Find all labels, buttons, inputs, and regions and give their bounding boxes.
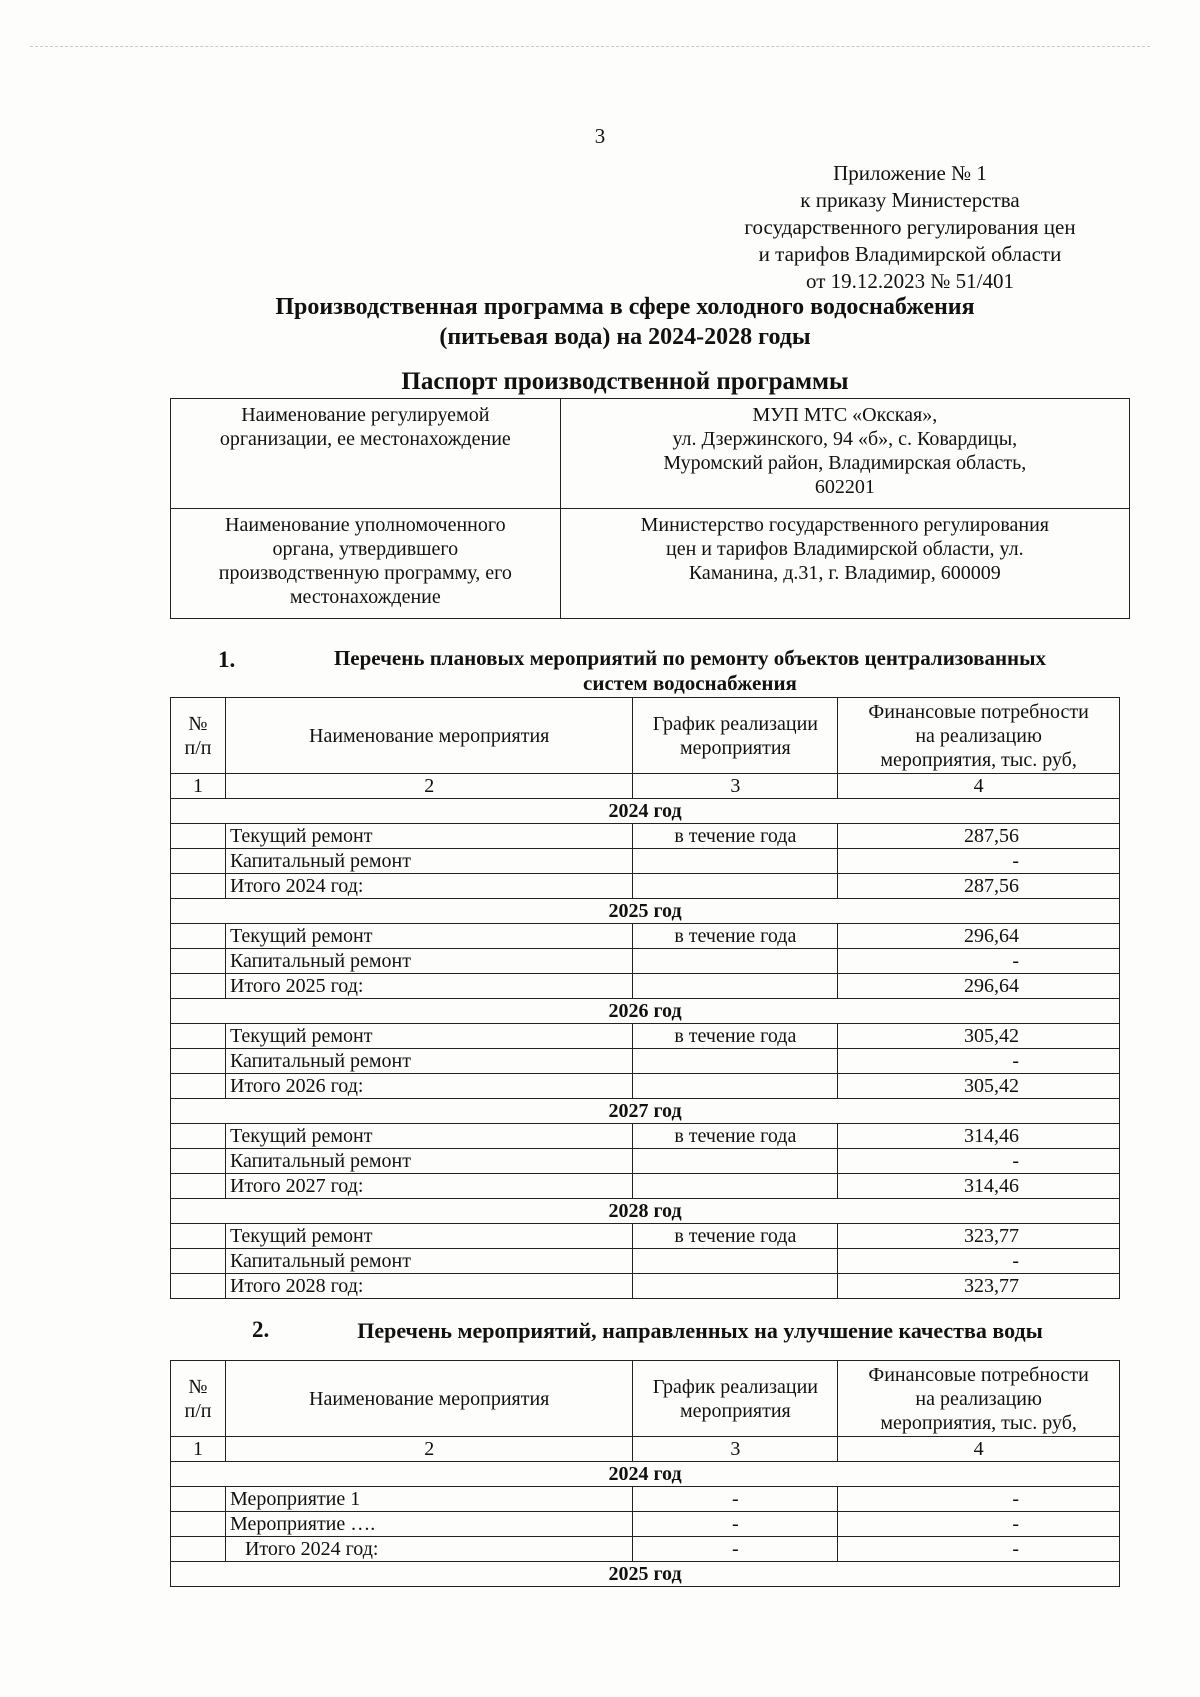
- row-schedule: [633, 1074, 838, 1099]
- row-num: [171, 924, 226, 949]
- row-value: 296,64: [838, 974, 1120, 999]
- row-value: -: [838, 1249, 1120, 1274]
- title-line: (питьевая вода) на 2024-2028 годы: [439, 324, 811, 350]
- table-row: [171, 1224, 1120, 1249]
- section-2-number: 2.: [252, 1317, 270, 1342]
- year-row: [171, 1562, 1120, 1587]
- row-schedule: в течение года: [633, 1224, 838, 1249]
- section-2-title: [300, 1318, 1100, 1343]
- year-label: 2027 год: [171, 1099, 1120, 1124]
- row-name: Итого 2027 год:: [225, 1174, 633, 1199]
- document-title: [175, 292, 1075, 352]
- passport-label-line: производственную программу, его: [218, 562, 512, 584]
- row-num: [171, 1274, 226, 1299]
- scan-artifact-line: [30, 46, 1150, 47]
- column-number: 3: [633, 774, 838, 799]
- header-name: Наименование мероприятия: [225, 698, 633, 774]
- header-line: мероприятия, тыс. руб,: [880, 1411, 1077, 1434]
- section-title-line: Перечень плановых мероприятий по ремонту объектов централизованных: [333, 646, 1047, 670]
- table-row: [171, 1024, 1120, 1049]
- title-line: Производственная программа в сфере холодного водоснабжения: [275, 294, 975, 320]
- column-number-row: [171, 1437, 1120, 1462]
- passport-value-line: МУП МТС «Окская»,: [752, 404, 938, 426]
- column-number: 4: [838, 774, 1120, 799]
- passport-value-line: 602201: [814, 476, 875, 498]
- header-line: График реализации: [652, 1375, 819, 1398]
- row-name: Итого 2024 год:: [225, 1537, 633, 1562]
- row-num: [171, 1124, 226, 1149]
- row-value: 287,56: [838, 824, 1120, 849]
- table-row: [171, 1487, 1120, 1512]
- row-name: Капитальный ремонт: [225, 1249, 633, 1274]
- year-row: [171, 799, 1120, 824]
- row-num: [171, 849, 226, 874]
- section-title-line: систем водоснабжения: [583, 671, 797, 695]
- table-row: [171, 1149, 1120, 1174]
- row-num: [171, 1249, 226, 1274]
- row-schedule: [633, 1174, 838, 1199]
- passport-label: [171, 509, 561, 619]
- row-schedule: -: [633, 1487, 838, 1512]
- header-finance: [838, 698, 1120, 774]
- table-row: [171, 1049, 1120, 1074]
- appendix-line: Приложение № 1: [833, 161, 987, 185]
- water-quality-plan-table: [170, 1360, 1120, 1587]
- passport-row: [171, 399, 1130, 509]
- year-row: [171, 1199, 1120, 1224]
- table-row: [171, 849, 1120, 874]
- row-name: Капитальный ремонт: [225, 949, 633, 974]
- header-line: на реализацию: [915, 724, 1042, 747]
- passport-value: [560, 509, 1129, 619]
- header-finance: [838, 1361, 1120, 1437]
- table-row: [171, 824, 1120, 849]
- row-value: -: [838, 1049, 1120, 1074]
- passport-title: Паспорт производственной программы: [401, 368, 849, 395]
- row-num: [171, 874, 226, 899]
- passport-label-line: органа, утвердившего: [272, 538, 459, 560]
- header-line: График реализации: [652, 712, 818, 735]
- repair-plan-table: [170, 697, 1120, 1299]
- table-row: [171, 1512, 1120, 1537]
- header-line: на реализацию: [915, 1387, 1042, 1410]
- row-schedule: [633, 974, 838, 999]
- passport-value-line: ул. Дзержинского, 94 «б», с. Ковардицы,: [672, 428, 1018, 450]
- row-name: Текущий ремонт: [225, 924, 633, 949]
- row-num: [171, 1149, 226, 1174]
- passport-value: [560, 399, 1129, 509]
- row-num: [171, 1174, 226, 1199]
- row-num: [171, 824, 226, 849]
- column-number: 1: [171, 774, 226, 799]
- row-name: Мероприятие 1: [225, 1487, 633, 1512]
- header-line: №: [188, 712, 208, 735]
- table-row: [171, 924, 1120, 949]
- row-schedule: [633, 1049, 838, 1074]
- row-value: -: [838, 1512, 1120, 1537]
- table-row: [171, 1537, 1120, 1562]
- year-label: 2024 год: [171, 1462, 1120, 1487]
- table-row: [171, 1074, 1120, 1099]
- passport-value-line: Министерство государственного регулирования: [640, 514, 1050, 536]
- passport-label: [171, 399, 561, 509]
- section-title-line: Перечень мероприятий, направленных на улучшение качества воды: [357, 1318, 1043, 1343]
- header-name: Наименование мероприятия: [225, 1361, 633, 1437]
- row-value: 305,42: [838, 1074, 1120, 1099]
- year-row: [171, 1462, 1120, 1487]
- header-num: [171, 698, 226, 774]
- row-name: Итого 2028 год:: [225, 1274, 633, 1299]
- row-num: [171, 1074, 226, 1099]
- passport-row: [171, 509, 1130, 619]
- table-header-row: [171, 698, 1120, 774]
- row-value: 323,77: [838, 1274, 1120, 1299]
- year-row: [171, 999, 1120, 1024]
- row-value: 287,56: [838, 874, 1120, 899]
- appendix-header: [700, 160, 1120, 295]
- row-name: Итого 2026 год:: [225, 1074, 633, 1099]
- row-value: -: [838, 1149, 1120, 1174]
- passport-value-line: Муромский район, Владимирская область,: [663, 452, 1027, 474]
- row-num: [171, 949, 226, 974]
- appendix-line: и тарифов Владимирской области: [758, 242, 1062, 266]
- row-value: -: [838, 1537, 1120, 1562]
- row-schedule: [633, 849, 838, 874]
- row-schedule: -: [633, 1512, 838, 1537]
- column-number-row: [171, 774, 1120, 799]
- passport-table: [170, 398, 1130, 619]
- column-number: 2: [225, 1437, 633, 1462]
- row-schedule: [633, 1149, 838, 1174]
- column-number: 1: [171, 1437, 226, 1462]
- passport-label-line: Наименование регулируемой: [241, 404, 490, 426]
- row-schedule: [633, 949, 838, 974]
- section-1-title: [280, 646, 1100, 696]
- row-num: [171, 974, 226, 999]
- header-line: Финансовые потребности: [868, 1363, 1089, 1386]
- column-number: 3: [633, 1437, 838, 1462]
- row-schedule: в течение года: [633, 1024, 838, 1049]
- year-label: 2026 год: [171, 999, 1120, 1024]
- table-row: [171, 974, 1120, 999]
- header-line: п/п: [184, 736, 212, 759]
- row-name: Текущий ремонт: [225, 824, 633, 849]
- row-name: Капитальный ремонт: [225, 1149, 633, 1174]
- appendix-line: от 19.12.2023 № 51/401: [805, 269, 1015, 293]
- header-schedule: [633, 1361, 838, 1437]
- row-name: Текущий ремонт: [225, 1024, 633, 1049]
- row-name: Мероприятие ….: [225, 1512, 633, 1537]
- header-line: мероприятия: [679, 1399, 791, 1422]
- table-row: [171, 1249, 1120, 1274]
- row-value: 314,46: [838, 1124, 1120, 1149]
- row-value: 305,42: [838, 1024, 1120, 1049]
- passport-label-line: Наименование уполномоченного: [225, 514, 506, 536]
- row-num: [171, 1487, 226, 1512]
- year-row: [171, 1099, 1120, 1124]
- year-label: 2025 год: [171, 1562, 1120, 1587]
- year-label: 2028 год: [171, 1199, 1120, 1224]
- row-name: Текущий ремонт: [225, 1124, 633, 1149]
- row-num: [171, 1049, 226, 1074]
- header-line: мероприятия: [679, 736, 791, 759]
- year-row: [171, 899, 1120, 924]
- row-value: -: [838, 949, 1120, 974]
- table-row: [171, 874, 1120, 899]
- row-schedule: [633, 874, 838, 899]
- passport-value-line: цен и тарифов Владимирской области, ул.: [666, 538, 1024, 560]
- appendix-line: государственного регулирования цен: [744, 215, 1076, 239]
- row-name: Итого 2025 год:: [225, 974, 633, 999]
- row-name: Текущий ремонт: [225, 1224, 633, 1249]
- row-name: Итого 2024 год:: [225, 874, 633, 899]
- row-schedule: -: [633, 1537, 838, 1562]
- row-value: 314,46: [838, 1174, 1120, 1199]
- row-num: [171, 1537, 226, 1562]
- header-line: п/п: [184, 1399, 212, 1422]
- row-num: [171, 1512, 226, 1537]
- header-num: [171, 1361, 226, 1437]
- table-row: [171, 949, 1120, 974]
- year-label: 2025 год: [171, 899, 1120, 924]
- passport-label-line: местонахождение: [289, 586, 441, 608]
- row-num: [171, 1224, 226, 1249]
- row-value: -: [838, 849, 1120, 874]
- column-number: 2: [225, 774, 633, 799]
- header-line: мероприятия, тыс. руб,: [880, 748, 1077, 771]
- header-line: Финансовые потребности: [868, 700, 1089, 723]
- row-value: -: [838, 1487, 1120, 1512]
- passport-value-line: Каманина, д.31, г. Владимир, 600009: [688, 562, 1001, 584]
- row-value: 323,77: [838, 1224, 1120, 1249]
- appendix-line: к приказу Министерства: [800, 188, 1020, 212]
- header-schedule: [633, 698, 838, 774]
- row-value: 296,64: [838, 924, 1120, 949]
- row-schedule: в течение года: [633, 924, 838, 949]
- passport-label-line: организации, ее местонахождение: [219, 428, 511, 450]
- row-schedule: [633, 1249, 838, 1274]
- table-row: [171, 1124, 1120, 1149]
- row-num: [171, 1024, 226, 1049]
- row-schedule: в течение года: [633, 1124, 838, 1149]
- year-label: 2024 год: [171, 799, 1120, 824]
- header-line: №: [188, 1375, 208, 1398]
- table-row: [171, 1174, 1120, 1199]
- page-number: 3: [594, 124, 606, 148]
- table-row: [171, 1274, 1120, 1299]
- column-number: 4: [838, 1437, 1120, 1462]
- row-schedule: в течение года: [633, 824, 838, 849]
- row-schedule: [633, 1274, 838, 1299]
- section-1-number: 1.: [218, 647, 236, 672]
- row-name: Капитальный ремонт: [225, 849, 633, 874]
- table-header-row: [171, 1361, 1120, 1437]
- row-name: Капитальный ремонт: [225, 1049, 633, 1074]
